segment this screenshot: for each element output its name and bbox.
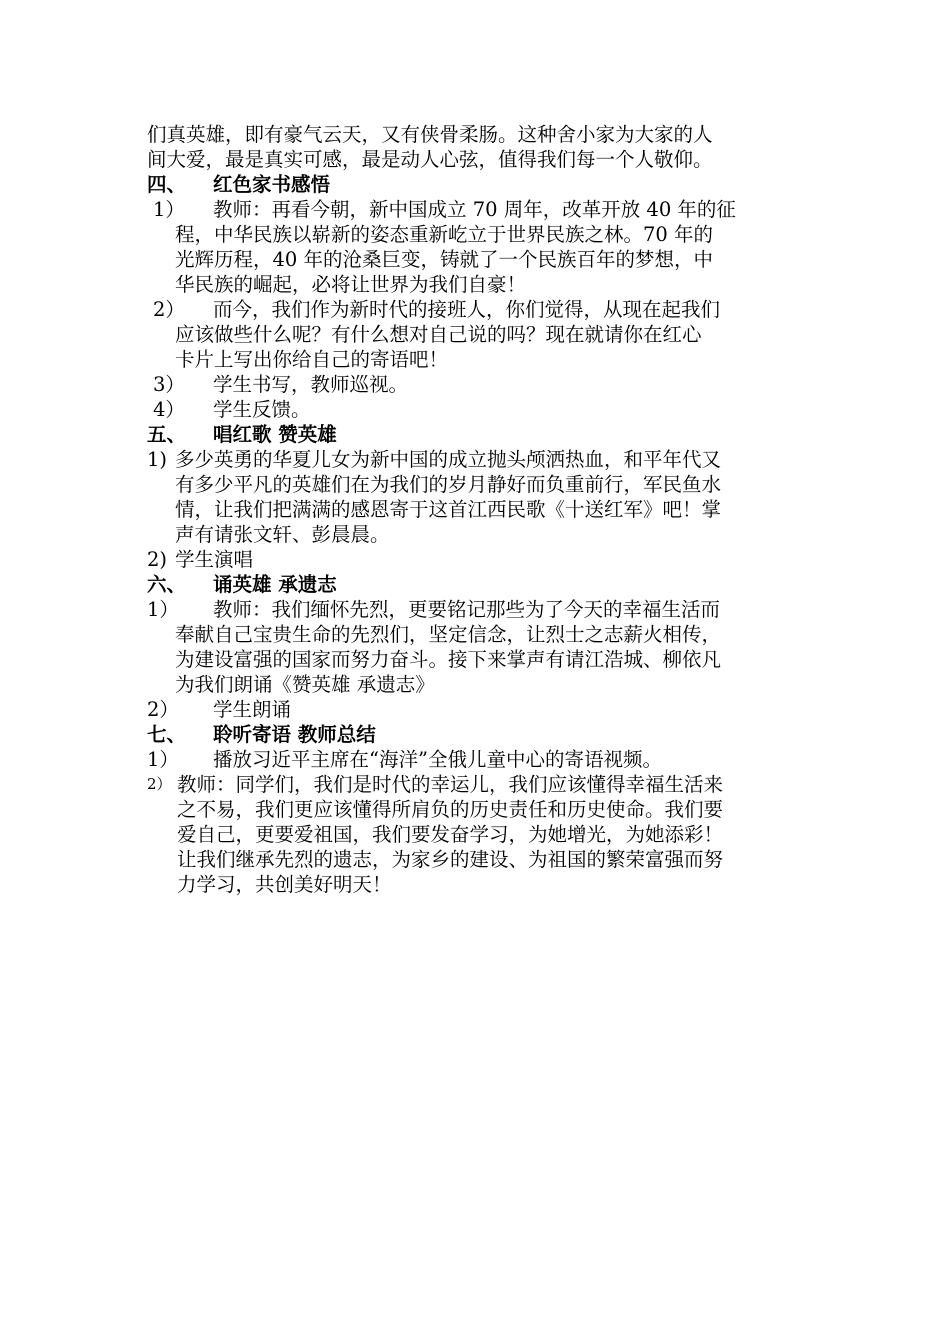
item-number: 1) bbox=[147, 448, 168, 471]
item-number: 1） bbox=[153, 198, 185, 221]
text-line: 为建设富强的国家而努力奋斗。接下来掌声有请江浩城、柳依凡 bbox=[175, 648, 722, 671]
section-title: 聆听寄语 教师总结 bbox=[213, 723, 376, 746]
intro-line: 们真英雄，即有豪气云天，又有侠骨柔肠。这种舍小家为大家的人 bbox=[147, 123, 713, 146]
text-line: 有多少平凡的英雄们在为我们的岁月静好而负重前行，军民鱼水 bbox=[175, 473, 722, 496]
document-page bbox=[147, 122, 811, 897]
text-line: 学生反馈。 bbox=[213, 398, 311, 421]
text-line: 播放习近平主席在“海洋”全俄儿童中心的寄语视频。 bbox=[213, 748, 662, 771]
item-number: 4） bbox=[153, 398, 185, 421]
list-item bbox=[147, 597, 811, 697]
text-line: 程，中华民族以崭新的姿态重新屹立于世界民族之林。70 年的 bbox=[175, 223, 714, 246]
section-number: 六、 bbox=[147, 573, 187, 596]
text-line: 而今，我们作为新时代的接班人，你们觉得，从现在起我们 bbox=[213, 298, 721, 321]
section-title: 红色家书感悟 bbox=[213, 173, 331, 196]
section-heading bbox=[147, 572, 811, 597]
section-title: 诵英雄 承遗志 bbox=[213, 573, 337, 596]
text-line: 情，让我们把满满的感恩寄于这首江西民歌《十送红军》吧！掌 bbox=[175, 498, 722, 521]
text-line: 教师：再看今朝，新中国成立 70 周年，改革开放 40 年的征 bbox=[213, 198, 736, 221]
text-line: 力学习，共创美好明天！ bbox=[177, 873, 392, 896]
item-number: 1） bbox=[147, 598, 179, 621]
text-line: 应该做些什么呢？有什么想对自己说的吗？现在就请你在红心 bbox=[175, 323, 702, 346]
item-text bbox=[175, 197, 811, 297]
section-number: 七、 bbox=[147, 723, 187, 746]
item-number: 1） bbox=[147, 748, 179, 771]
text-line: 之不易，我们更应该懂得所肩负的历史责任和历史使命。我们要 bbox=[177, 798, 724, 821]
section-number: 五、 bbox=[147, 423, 187, 446]
item-text bbox=[175, 447, 811, 547]
section-heading bbox=[147, 172, 811, 197]
list-item bbox=[147, 397, 811, 422]
list-item bbox=[147, 297, 811, 372]
section-title: 唱红歌 赞英雄 bbox=[213, 423, 337, 446]
item-number: 2） bbox=[147, 698, 179, 721]
item-text bbox=[175, 597, 811, 697]
item-number: 2） bbox=[147, 775, 172, 793]
list-item bbox=[147, 772, 811, 897]
text-line: 爱自己，更要爱祖国，我们要发奋学习，为她增光，为她添彩！ bbox=[177, 823, 724, 846]
list-item bbox=[147, 697, 811, 722]
list-item bbox=[147, 447, 811, 547]
intro-line: 间大爱，最是真实可感，最是动人心弦，值得我们每一个人敬仰。 bbox=[147, 148, 713, 171]
list-item bbox=[147, 372, 811, 397]
text-line: 奉献自己宝贵生命的先烈们，坚定信念，让烈士之志薪火相传， bbox=[175, 623, 722, 646]
text-line: 多少英勇的华夏儿女为新中国的成立抛头颅洒热血，和平年代又 bbox=[175, 448, 722, 471]
text-line: 教师：我们缅怀先烈，更要铭记那些为了今天的幸福生活而 bbox=[213, 598, 721, 621]
text-line: 教师：同学们，我们是时代的幸运儿，我们应该懂得幸福生活来 bbox=[177, 773, 724, 796]
item-text bbox=[177, 772, 811, 897]
text-line: 卡片上写出你给自己的寄语吧！ bbox=[175, 348, 449, 371]
item-number: 2) bbox=[147, 548, 168, 571]
text-line: 为我们朗诵《赞英雄 承遗志》 bbox=[175, 673, 435, 696]
text-line: 光辉历程，40 年的沧桑巨变，铸就了一个民族百年的梦想，中 bbox=[175, 248, 714, 271]
section-number: 四、 bbox=[147, 173, 187, 196]
text-line: 学生书写，教师巡视。 bbox=[213, 373, 409, 396]
item-text bbox=[175, 297, 811, 372]
text-line: 华民族的崛起，必将让世界为我们自豪！ bbox=[175, 273, 527, 296]
item-number: 2） bbox=[153, 298, 185, 321]
section-heading bbox=[147, 722, 811, 747]
item-number: 3） bbox=[153, 373, 185, 396]
text-line: 声有请张文轩、彭晨晨。 bbox=[175, 523, 390, 546]
text-line: 学生演唱 bbox=[175, 548, 254, 571]
list-item bbox=[147, 747, 811, 772]
text-line: 让我们继承先烈的遗志，为家乡的建设、为祖国的繁荣富强而努 bbox=[177, 848, 724, 871]
section-heading bbox=[147, 422, 811, 447]
text-line: 学生朗诵 bbox=[213, 698, 292, 721]
list-item bbox=[147, 547, 811, 572]
list-item bbox=[147, 197, 811, 297]
